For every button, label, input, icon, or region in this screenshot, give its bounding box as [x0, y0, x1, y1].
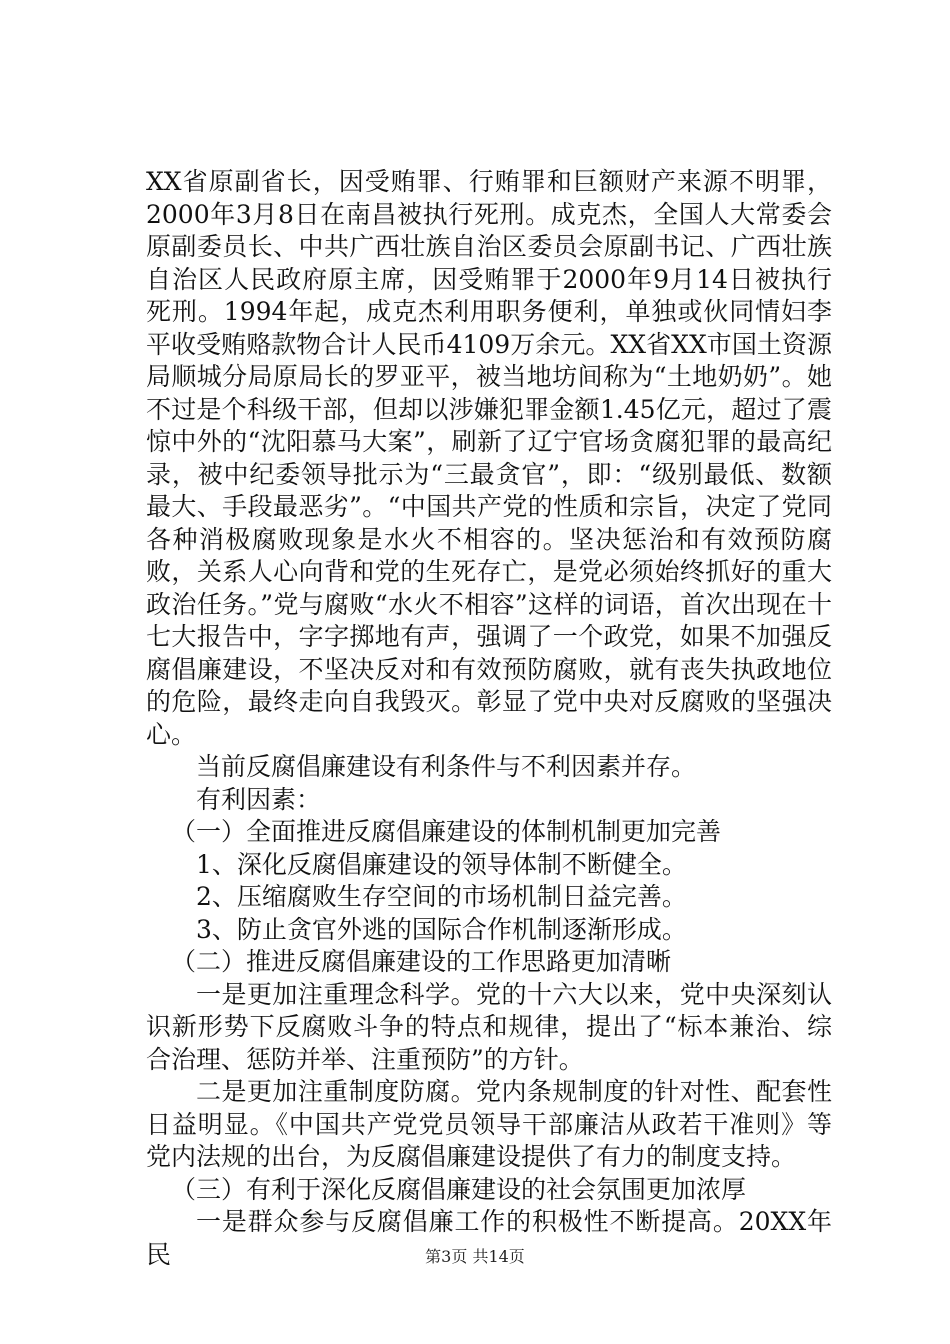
paragraph-2: 当前反腐倡廉建设有利条件与不利因素并存。	[196, 752, 697, 781]
paragraph-3: 有利因素：	[196, 784, 322, 814]
paragraph-4: 一是更加注重理念科学。党的十六大以来，党中央深刻认识新形势下反腐败斗争的特点和规律，提出了“标本兼治、综合治理、惩防并举、注重预防”的方针。	[146, 979, 832, 1074]
section-heading-2: （二）推进反腐倡廉建设的工作思路更加清晰	[171, 947, 672, 976]
paragraph-5: 二是更加注重制度防腐。党内条规制度的针对性、配套性日益明显。《中国共产党党员领导干部廉洁从政若干准则》等党内法规的出台，为反腐倡廉建设提供了有力的制度支持。	[146, 1077, 832, 1171]
paragraph-6: 一是群众参与反腐倡廉工作的积极性不断提高。20XX年民	[146, 1207, 832, 1269]
document-body	[146, 166, 832, 1271]
list-item-2: 2、压缩腐败生存空间的市场机制日益完善。	[196, 882, 687, 911]
section-heading-1: （一）全面推进反腐倡廉建设的体制机制更加完善	[171, 817, 722, 846]
paragraph-1: XX省原副省长，因受贿罪、行贿罪和巨额财产来源不明罪，2000年3月8日在南昌被执行死刑。成克杰，全国人大常委会原副委员长、中共广西壮族自治区委员会原副书记、广西壮族自治区人民政府原主席，因受贿罪于2000年9月14日被执行死刑。1994年起，成克杰利用职务便利，单独或伙同情妇李平收受贿赂款物合计人民币4109万余元。XX省XX市国土资源局顺城分局原局长的罗亚平，被当地坊间称为“土地奶奶”。她不过是个科级干部，但却以涉嫌犯罪金额1.45亿元，超过了震惊中外的“沈阳慕马大案”，刷新了辽宁官场贪腐犯罪的最高纪录，被中纪委领导批示为“三最贪官”，即：“级别最低、数额最大、手段最恶劣”。“中国共产党的性质和宗旨，决定了党同各种消极腐败现象是水火不相容的。坚决惩治和有效预防腐败，关系人心向背和党的生死存亡，是党必须始终抓好的重大政治任务。”党与腐败“水火不相容”这样的词语，首次出现在十七大报告中，字字掷地有声，强调了一个政党，如果不加强反腐倡廉建设，不坚决反对和有效预防腐败，就有丧失执政地位的危险，最终走向自我毁灭。彰显了党中央对反腐败的坚强决心。	[146, 167, 832, 749]
list-item-3: 3、防止贪官外逃的国际合作机制逐渐形成。	[196, 914, 687, 944]
section-heading-3: （三）有利于深化反腐倡廉建设的社会氛围更加浓厚	[171, 1174, 747, 1204]
list-item-1: 1、深化反腐倡廉建设的领导体制不断健全。	[196, 849, 687, 879]
page-number-footer: 第3页 共14页	[425, 1247, 525, 1266]
